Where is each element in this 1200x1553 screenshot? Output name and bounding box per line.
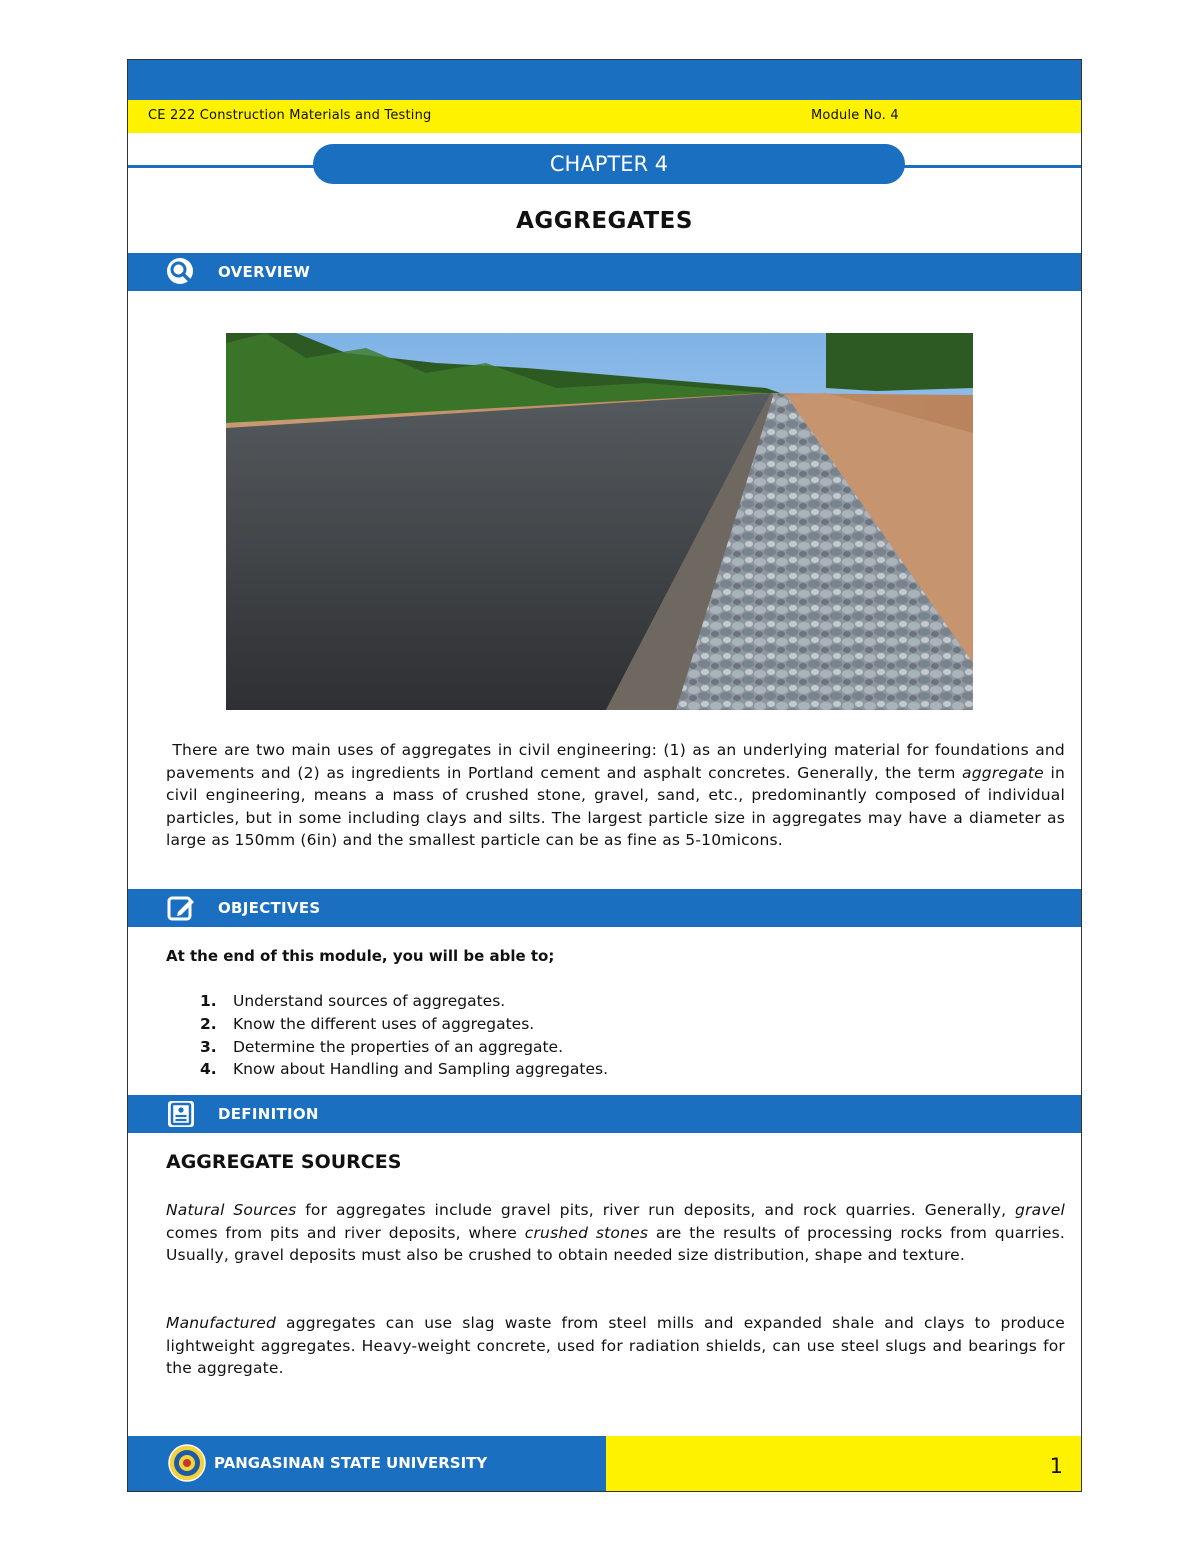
definition-label: DEFINITION — [218, 1105, 319, 1123]
header-blue-band — [128, 60, 1081, 100]
magnifier-icon — [166, 257, 196, 287]
module-page — [127, 59, 1082, 1492]
overview-section-bar — [128, 253, 1081, 291]
manufactured-paragraph: Manufactured aggregates can use slag waste from steel mills and expanded shale and clays to produce lightweight aggregates. Heavy-weight concrete, used for radiation shields, can use steel slugs and bearings for the aggregate. — [166, 1314, 1065, 1377]
edit-icon — [166, 893, 196, 923]
footer-yellow-band — [606, 1436, 1082, 1491]
page-number: 1 — [1049, 1454, 1063, 1478]
aggregate-sources-heading: AGGREGATE SOURCES — [166, 1151, 402, 1173]
objectives-lead: At the end of this module, you will be able to; — [166, 947, 555, 965]
objectives-label: OBJECTIVES — [218, 899, 321, 917]
objectives-list — [200, 990, 608, 1081]
road-aggregate-photo — [226, 333, 973, 710]
university-seal-icon — [168, 1444, 206, 1482]
module-number: Module No. 4 — [811, 108, 899, 123]
document-icon — [166, 1099, 196, 1129]
natural-sources-paragraph: Natural Sources for aggregates include gravel pits, river run deposits, and rock quarries. Generally, gravel comes from pits and river deposits, where crushed stones are the results of processing rocks from quarries. Usually, gravel deposits must also be crushed to obtain needed size distribution, shape and texture. — [166, 1201, 1065, 1264]
list-item: 1. Understand sources of aggregates. — [200, 992, 506, 1010]
chapter-banner: CHAPTER 4 — [313, 144, 905, 184]
objectives-section-bar — [128, 889, 1081, 927]
university-name: PANGASINAN STATE UNIVERSITY — [214, 1454, 488, 1472]
overview-label: OVERVIEW — [218, 263, 311, 281]
definition-section-bar — [128, 1095, 1081, 1133]
list-item: 4. Know about Handling and Sampling aggregates. — [200, 1060, 609, 1079]
overview-paragraph: There are two main uses of aggregates in civil engineering: (1) as an underlying material for foundations and pavements and (2) as ingredients in Portland cement and asphalt concretes. Generally, the term aggregate in civil engineering, means a mass of crushed stone, gravel, sand, etc., predominantly composed of individual particles, but in some including clays and silts. The largest particle size in aggregates may have a diameter as large as 150mm (6in) and the smallest particle can be as fine as 5-10micons. — [166, 741, 1065, 849]
course-title: CE 222 Construction Materials and Testing — [148, 108, 432, 123]
list-item: 2. Know the different uses of aggregates. — [200, 1014, 535, 1033]
page-title: AGGREGATES — [516, 208, 693, 234]
list-item: 3. Determine the properties of an aggregate. — [200, 1037, 564, 1056]
